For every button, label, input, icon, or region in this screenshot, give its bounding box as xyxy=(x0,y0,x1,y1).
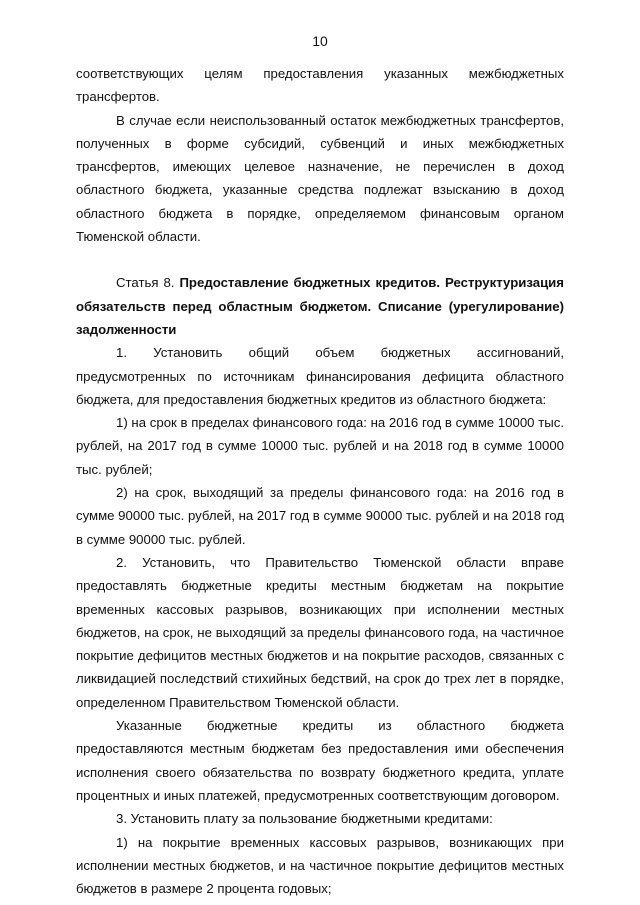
paragraph-unused-transfers: В случае если неиспользованный остаток межбюджетных трансфертов, полученных в форме субсидий, субвенций и иных межбюджетных трансфертов, имеющих целевое назначение, не перечислен в доход областного бюджета, указанные средства подлежат взысканию в доход областного бюджета в порядке, определяемом финансовым органом Тюменской области. xyxy=(76,112,564,245)
paragraph-continuation-end: трансфертов. xyxy=(76,89,160,105)
clause-2-note: Указанные бюджетные кредиты из областного бюджета предоставляются местным бюджетам без предоставления ими обеспечения исполнения своего обязательства по возврату бюджетного кредита, уплате процентных и иных платежей, предусмотренных соответствующим договором. xyxy=(76,718,564,803)
paragraph-continuation-line: соответствующих целям предоставления указанных межбюджетных xyxy=(76,66,564,81)
article-heading xyxy=(76,271,564,341)
page-number: 10 xyxy=(312,33,328,49)
article-label: Статья 8. xyxy=(116,275,175,291)
clause-3-subitem-1: 1) на покрытие временных кассовых разрывов, возникающих при исполнении местных бюджетов, и на частичное покрытие дефицитов местных бюджетов в размере 2 процента годовых; xyxy=(76,834,564,897)
clause-3: 3. Установить плату за пользование бюджетными кредитами: xyxy=(116,811,493,827)
article-title: Предоставление бюджетных кредитов. Реструктуризация обязательств перед областным бюджетом. Списание (урегулирование) задолженности xyxy=(76,275,564,337)
document-body xyxy=(76,62,564,900)
clause-2: 2. Установить, что Правительство Тюменской области вправе предоставлять бюджетные кредиты местным бюджетам на покрытие временных кассовых разрывов, возникающих при исполнении местных бюджетов, на срок, не выходящий за пределы финансового года, на частичное покрытие дефицитов местных бюджетов и на покрытие расходов, связанных с ликвидацией последствий стихийных бедствий, на срок до трех лет в порядке, определенном Правительством Тюменской области. xyxy=(76,554,564,710)
clause-1-subitem-1: 1) на срок в пределах финансового года: на 2016 год в сумме 10000 тыс. рублей, на 2017 год в сумме 10000 тыс. рублей и на 2018 год в сумме 10000 тыс. рублей; xyxy=(76,415,564,477)
clause-1: 1. Установить общий объем бюджетных ассигнований, предусмотренных по источникам финансирования дефицита областного бюджета, для предоставления бюджетных кредитов из областного бюджета: xyxy=(76,345,564,407)
clause-1-subitem-2: 2) на срок, выходящий за пределы финансового года: на 2016 год в сумме 90000 тыс. рублей, на 2017 год в сумме 90000 тыс. рублей и на 2018 год в сумме 90000 тыс. рублей. xyxy=(76,485,564,547)
